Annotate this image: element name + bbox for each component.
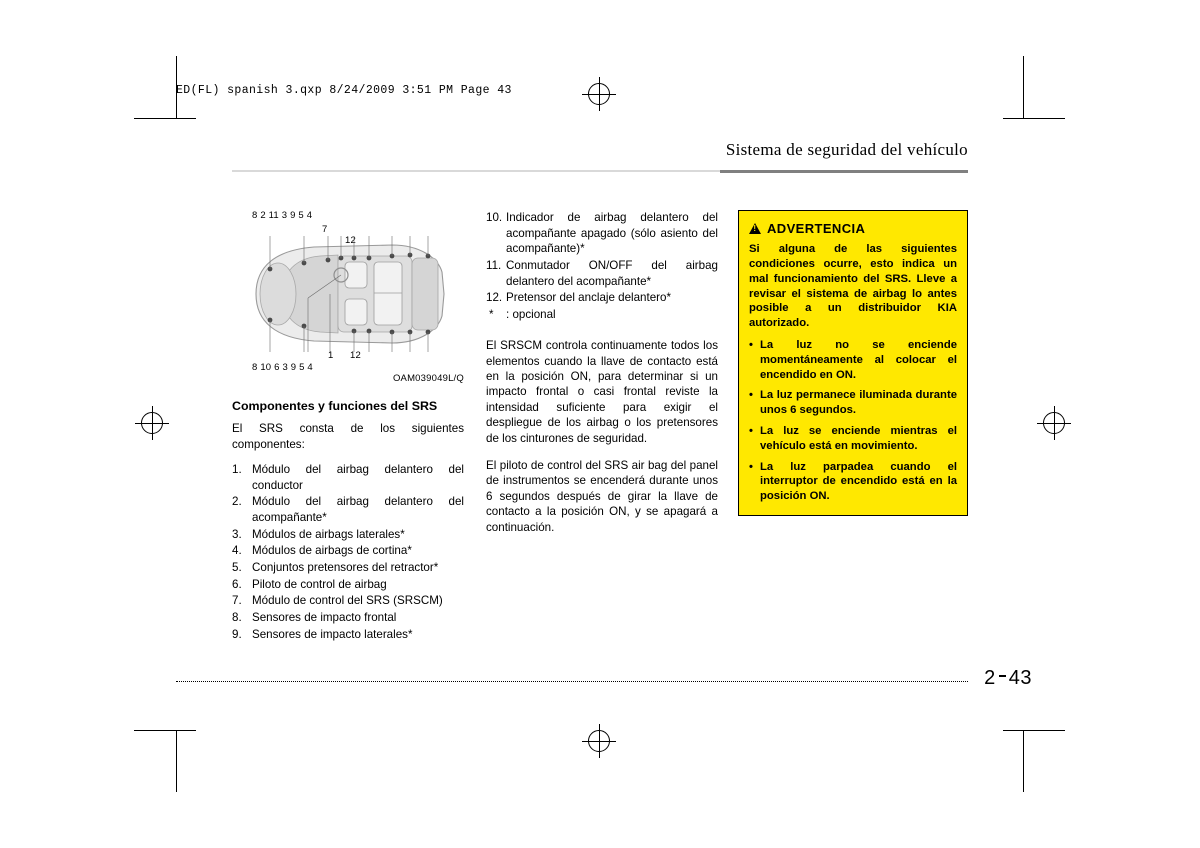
figure-callout-12-top: 12 <box>345 235 356 246</box>
registration-mark-bottom <box>588 730 610 752</box>
list-item <box>232 610 464 626</box>
figure-callout-7: 7 <box>322 224 328 235</box>
list-item-label: Piloto de control de airbag <box>252 577 387 591</box>
list-item <box>232 577 464 593</box>
list-item-number: 11. <box>486 258 502 272</box>
list-item: • La luz se enciende mientras el vehículo está en movimiento. <box>749 424 957 454</box>
crop-mark-top-right-vertical <box>1023 56 1024 118</box>
figure-callouts-bottom: 8 10 6 3 9 5 4 <box>252 362 313 373</box>
crop-mark-top-left-horizontal <box>134 118 196 119</box>
print-file-info: ED(FL) spanish 3.qxp 8/24/2009 3:51 PM Page 43 <box>176 84 512 97</box>
figure-callout-12-bottom: 12 <box>350 350 361 361</box>
registration-mark-top <box>588 83 610 105</box>
srscm-paragraph: El SRSCM controla continuamente todos los elementos cuando la llave de contacto está en la posición ON, para determinar si un impacto frontal o casi frontal reviste la intensidad suficiente para exigir el despliegue de los airbag o los pretensores de los cinturones de seguridad. <box>486 339 718 445</box>
warning-bullet-list <box>749 338 957 504</box>
list-item-label: Módulos de airbags de cortina* <box>252 544 412 558</box>
folio-page: 43 <box>1008 667 1032 689</box>
list-item <box>232 627 464 643</box>
footnote-marker: * <box>489 307 494 321</box>
figure-callout-1-bottom: 1 <box>328 350 334 361</box>
list-item-label: Indicador de airbag delantero del acompañante apagado (sólo asiento del acompañante)* <box>506 211 718 256</box>
warning-light-paragraph: El piloto de control del SRS air bag del panel de instrumentos se encenderá durante unos 6 segundos después de girar la llave de contacto a la posición ON, y se apagará a continuación. <box>486 458 718 534</box>
section-title-components: Componentes y funciones del SRS <box>232 399 438 413</box>
page-folio <box>984 667 1032 690</box>
list-item-label: Pretensor del anclaje delantero* <box>506 291 671 305</box>
list-item <box>486 210 718 257</box>
list-item: • La luz parpadea cuando el interruptor de encendido está en la posición ON. <box>749 460 957 504</box>
list-item-label: Sensores de impacto laterales* <box>252 627 413 641</box>
figure-caption: OAM039049L/Q <box>392 373 464 385</box>
list-item-number: 9. <box>232 627 242 641</box>
list-item-label: Módulos de airbags laterales* <box>252 527 405 541</box>
components-intro-text: El SRS consta de los siguientes componentes: <box>232 422 464 451</box>
list-item-number: 10. <box>486 211 503 224</box>
list-item: • La luz permanece iluminada durante unos 6 segundos. <box>749 388 957 418</box>
crop-mark-bottom-left-horizontal <box>134 730 196 731</box>
list-item-number: 12. <box>486 291 503 305</box>
list-item-label: Conmutador ON/OFF del airbag delantero del acompañante* <box>506 258 718 288</box>
list-item-number: 2. <box>232 495 242 509</box>
list-item-number: 5. <box>232 561 242 575</box>
right-column <box>738 210 968 516</box>
middle-column <box>486 210 718 545</box>
warning-body-text: Si alguna de las siguientes condiciones ocurre, esto indica un mal funcionamiento del SRS. Lleve a revisar el sistema de airbag lo antes posible a un distribuidor KIA autorizado. <box>749 243 957 330</box>
list-item-number: 7. <box>232 594 242 608</box>
list-item-number: 4. <box>232 544 242 558</box>
list-item-number: 8. <box>232 610 242 624</box>
left-column <box>232 210 464 643</box>
warning-box <box>738 210 968 516</box>
list-item <box>232 494 464 525</box>
warning-title-row <box>749 220 957 237</box>
header-rule-light <box>232 170 720 172</box>
list-item-label: Módulo del airbag delantero del acompañante* <box>252 495 464 525</box>
footer-rule <box>176 681 968 683</box>
page-header <box>232 140 968 160</box>
warning-triangle-icon <box>749 223 761 234</box>
list-item <box>232 527 464 543</box>
header-rule <box>232 170 968 173</box>
list-item-number: 3. <box>232 527 242 541</box>
folio-chapter: 2 <box>984 667 996 689</box>
list-item: • La luz no se enciende momentáneamente al colocar el encendido en ON. <box>749 338 957 382</box>
list-item-number: 6. <box>232 577 242 591</box>
list-item <box>232 462 464 493</box>
page-title: Sistema de seguridad del vehículo <box>725 140 968 159</box>
list-item <box>486 258 718 289</box>
registration-mark-left <box>141 412 163 434</box>
list-item-label: Conjuntos pretensores del retractor* <box>252 561 439 575</box>
crop-mark-bottom-right-horizontal <box>1003 730 1065 731</box>
registration-mark-right <box>1043 412 1065 434</box>
components-list <box>232 462 464 642</box>
list-item-label: Módulo del airbag delantero del conductor <box>252 463 464 492</box>
components-list-continued <box>486 210 718 306</box>
optional-footnote <box>486 307 718 322</box>
crop-mark-bottom-right-vertical <box>1023 730 1024 792</box>
figure-callouts-top: 8 2 11 3 9 5 4 <box>252 210 313 221</box>
vehicle-top-view-illustration <box>242 236 454 352</box>
list-item-number: 1. <box>232 463 242 477</box>
list-item <box>486 290 718 306</box>
list-item-label: Sensores de impacto frontal <box>252 610 397 624</box>
list-item <box>232 593 464 609</box>
srs-components-figure <box>232 210 464 385</box>
folio-separator <box>998 672 1007 681</box>
list-item <box>232 560 464 576</box>
warning-title: ADVERTENCIA <box>767 221 866 236</box>
crop-mark-top-right-horizontal <box>1003 118 1065 119</box>
list-item-label: Módulo de control del SRS (SRSCM) <box>252 594 443 608</box>
crop-mark-bottom-left-vertical <box>176 730 177 792</box>
footnote-text: : opcional <box>506 307 556 321</box>
list-item <box>232 543 464 559</box>
header-rule-dark <box>720 170 968 173</box>
